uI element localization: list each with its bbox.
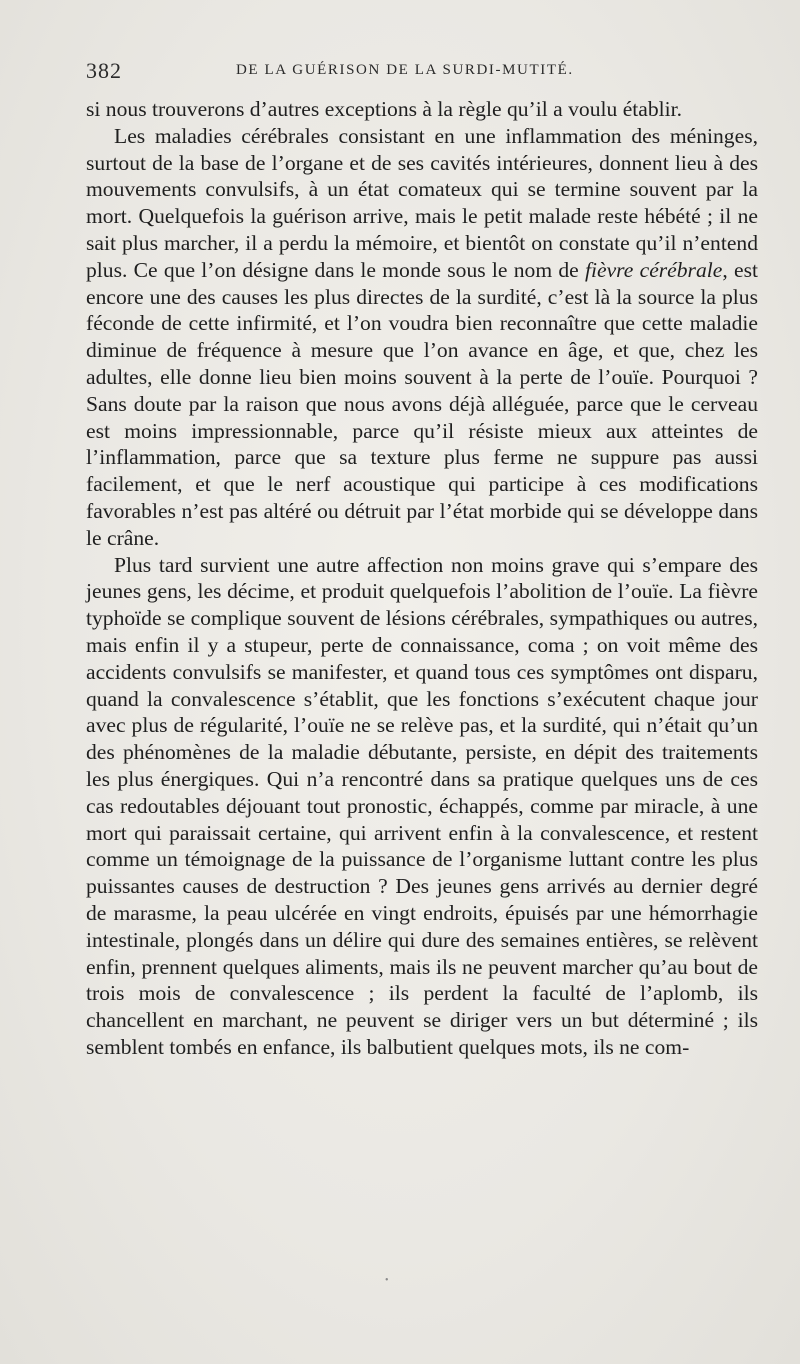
running-title: DE LA GUÉRISON DE LA SURDI-MUTITÉ. — [236, 62, 574, 78]
body-text — [86, 96, 758, 1061]
paragraph-text-after: , est encore une des causes les plus directes de la surdité, c’est là la source la plus féconde de cette infirmité, et l’on voudra bien reconnaître que cette maladie diminue de fréquence à mesure que l’on avance en âge, et que, chez les adultes, elle donne lieu bien moins souvent à la perte de l’ouïe. Pourquoi ? Sans doute par la raison que nous avons déjà alléguée, parce que le cerveau est moins impressionnable, parce qu’il résiste mieux aux atteintes de l’inflammation, parce que sa texture plus ferme ne suppure pas aussi facilement, et que le nerf acoustique qui participe à ces modifications favorables n’est pas altéré ou détruit par l’état morbide qui se développe dans le crâne. — [86, 257, 758, 550]
paragraph-typhoid-fever: Plus tard survient une autre affection non moins grave qui s’empare des jeunes gens, les décime, et produit quelquefois l’abolition de l’ouïe. La fièvre typhoïde se complique souvent de lésions cérébrales, sympathiques ou autres, mais enfin il y a stupeur, perte de connaissance, coma ; on voit même des accidents convulsifs se manifester, et quand tous ces symptômes ont disparu, quand la convalescence s’établit, que les fonctions s’exécutent chaque jour avec plus de régularité, l’ouïe ne se relève pas, et la surdité, qui n’était qu’un des phénomènes de la maladie débutante, persiste, en dépit des traitements les plus énergiques. Qui n’a rencontré dans sa pratique quelques uns de ces cas redoutables déjouant tout pronostic, échappés, comme par miracle, à une mort qui paraissait certaine, qui arrivent enfin à la convalescence, et restent comme un témoignage de la puissance de l’organisme luttant contre les plus puissantes causes de destruction ? Des jeunes gens arrivés au dernier degré de marasme, la peau ulcérée en vingt endroits, épuisés par une hémorrhagie intestinale, plongés dans un délire qui dure des semaines entières, se relèvent enfin, prennent quelques aliments, mais ils ne peuvent marcher qu’au bout de trois mois de convalescence ; ils perdent la faculté de l’aplomb, ils chancellent en marchant, ne peuvent se diriger vers un but déterminé ; ils semblent tombés en enfance, ils balbutient quelques mots, ils ne com- — [86, 552, 758, 1059]
footer-mark: • — [385, 1275, 389, 1286]
paragraph-continuation: si nous trouverons d’autres exceptions à la règle qu’il a voulu établir. — [86, 97, 683, 121]
running-head — [86, 58, 758, 88]
paragraph-text-before: Les maladies cérébrales consistant en une inflammation des méninges, surtout de la base de l’organe et de ses cavités intérieures, donnent lieu à des mouvements convulsifs, à un état comateux qui se termine souvent par la mort. Quelquefois la guérison arrive, mais le petit malade reste hébété ; il ne sait plus marcher, il a perdu la mémoire, et bientôt on constate qu’il n’entend plus. Ce que l’on désigne dans le monde sous le nom de — [86, 123, 758, 282]
emphasis-fievre-cerebrale: fièvre cérébrale — [585, 257, 723, 282]
page-number: 382 — [86, 58, 122, 83]
paragraph-cerebral-diseases — [86, 123, 758, 552]
